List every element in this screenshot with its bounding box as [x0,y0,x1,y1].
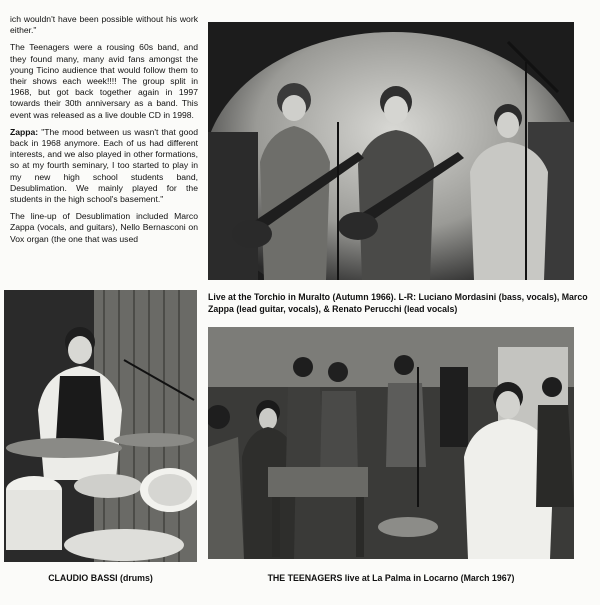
paragraph-1: ich wouldn't have been possible without his work either." [10,14,198,36]
caption-la-palma: THE TEENAGERS live at La Palma in Locarno (March 1967) [267,573,515,583]
photo-la-palma-live [208,327,574,559]
photo-la-palma-illustration [208,327,574,559]
paragraph-3 [10,127,198,205]
photo-torchio-band [208,22,574,280]
quote-text: "The mood between us wasn't that good back in 1968 anymore. Each of us had different interests, and we also played in other formations, so at my fourth seminary, I too started to play in my new high school students band, Desublimation. We mainly played for the students in the high school's basement." [10,126,198,205]
photo-claudio-bassi [4,290,197,562]
caption-torchio: Live at the Torchio in Muralto (Autumn 1966). L-R: Luciano Mordasini (bass, vocals), Marco Zappa (lead guitar, vocals), & Renato Perucchi (lead vocals) [208,292,588,314]
paragraph-2: The Teenagers were a rousing 60s band, and they found many, many avid fans amongst the young Ticino audience that would follow them to their shows each week!!!! The group split in 1968, but got back together again in 1997 towards their 30th anniversary as a band. This event was released as a live double CD in 1998. [10,42,198,120]
caption-claudio-bassi: CLAUDIO BASSI (drums) [48,573,153,583]
photo-drummer-illustration [4,290,197,562]
photo-torchio-illustration [208,22,574,280]
speaker-label: Zappa: [10,126,39,137]
paragraph-4: The line-up of Desublimation included Marco Zappa (vocals, and guitars), Nello Bernasconi on Vox organ (the one that was used [10,211,198,244]
article-text-column [10,14,198,251]
